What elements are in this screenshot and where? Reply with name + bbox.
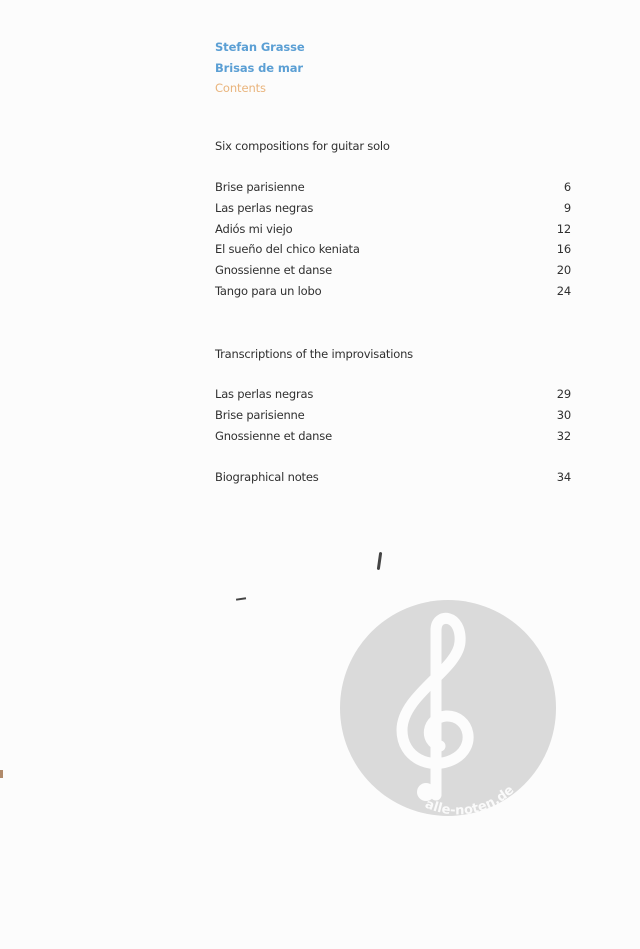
toc-entry-page: 20 bbox=[556, 263, 571, 278]
toc-entry-title: Biographical notes bbox=[215, 470, 319, 484]
toc-entry bbox=[215, 429, 571, 450]
toc-entry-page: 29 bbox=[556, 387, 571, 401]
toc-entry-page: 30 bbox=[556, 407, 571, 422]
book-title: Brisas de mar bbox=[215, 60, 303, 75]
toc-entry-title: Las perlas negras bbox=[215, 387, 314, 401]
toc-entry-page: 24 bbox=[556, 283, 571, 298]
toc-entry-title: Gnossienne et danse bbox=[215, 428, 332, 443]
section-heading-compositions: Six compositions for guitar solo bbox=[215, 139, 390, 153]
contents-heading: Contents bbox=[215, 81, 266, 95]
toc-entry-page: 9 bbox=[563, 200, 571, 215]
toc-list-notes bbox=[215, 470, 571, 491]
toc-list-transcriptions bbox=[215, 387, 571, 449]
toc-entry-title: Gnossienne et danse bbox=[215, 263, 332, 278]
toc-entry-title: Adiós mi viejo bbox=[215, 221, 293, 236]
toc-entry bbox=[215, 387, 571, 408]
toc-entry-page: 16 bbox=[556, 242, 571, 257]
scan-speck bbox=[0, 770, 3, 778]
toc-entry bbox=[215, 180, 571, 201]
scan-speck bbox=[236, 597, 246, 600]
watermark-logo bbox=[340, 600, 556, 816]
toc-entry bbox=[215, 263, 571, 284]
toc-entry-title: Tango para un lobo bbox=[215, 283, 322, 298]
toc-entry-title: Brise parisienne bbox=[215, 180, 305, 194]
toc-entry-page: 12 bbox=[556, 221, 571, 236]
toc-entry bbox=[215, 242, 571, 263]
toc-entry bbox=[215, 201, 571, 222]
toc-entry-title: Brise parisienne bbox=[215, 407, 305, 422]
scan-speck bbox=[377, 552, 382, 570]
toc-entry-title: Las perlas negras bbox=[215, 200, 314, 215]
toc-entry bbox=[215, 222, 571, 243]
toc-entry-title: El sueño del chico keniata bbox=[215, 242, 360, 257]
page-header bbox=[215, 37, 305, 99]
toc-entry bbox=[215, 408, 571, 429]
toc-entry-page: 32 bbox=[556, 428, 571, 443]
section-heading-transcriptions: Transcriptions of the improvisations bbox=[215, 347, 413, 361]
toc-list-compositions bbox=[215, 180, 571, 305]
author-name: Stefan Grasse bbox=[215, 40, 305, 54]
watermark-text: alle-noten.de bbox=[422, 782, 518, 816]
toc-entry bbox=[215, 470, 571, 491]
toc-entry-page: 6 bbox=[563, 180, 571, 194]
toc-entry-page: 34 bbox=[556, 470, 571, 484]
toc-entry bbox=[215, 284, 571, 305]
watermark-circle bbox=[340, 600, 556, 816]
